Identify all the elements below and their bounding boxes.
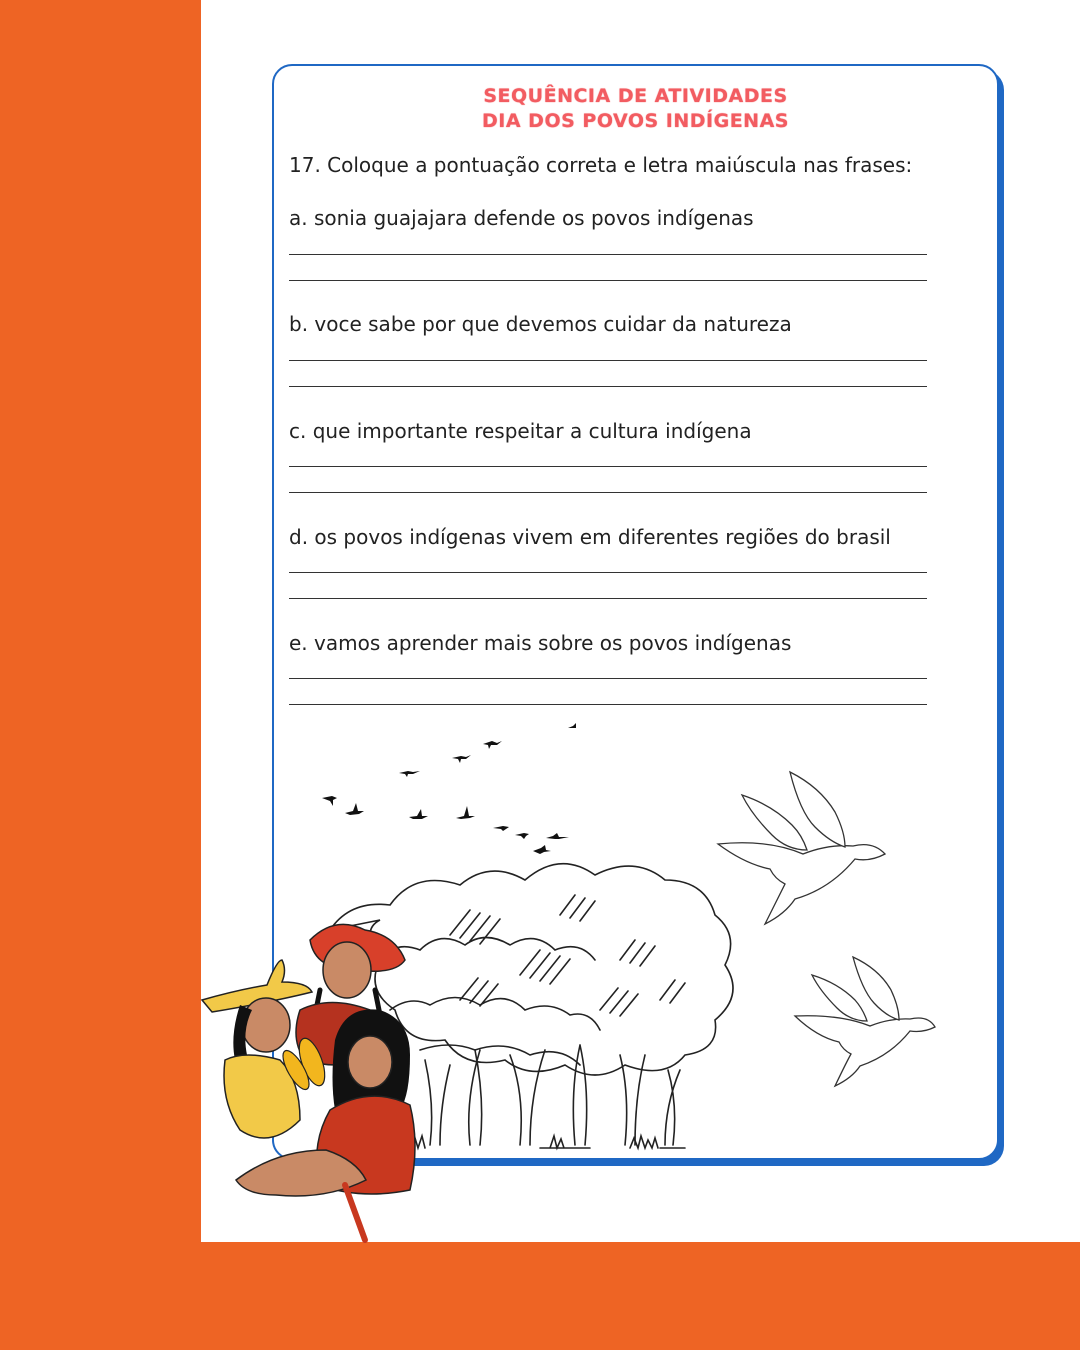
exercise-item-c: c. que importante respeitar a cultura indígena: [289, 419, 752, 443]
indigenous-people-illustration: [202, 924, 415, 1240]
exercise-item-e: e. vamos aprender mais sobre os povos indígenas: [289, 631, 792, 655]
swallow-icon: [795, 957, 935, 1086]
title-line-2: DIA DOS POVOS INDÍGENAS: [482, 110, 789, 132]
exercise-item-b: b. voce sabe por que devemos cuidar da natureza: [289, 312, 792, 336]
exercise-item-a: a. sonia guajajara defende os povos indígenas: [289, 206, 754, 230]
exercise-item-d: d. os povos indígenas vivem em diferentes regiões do brasil: [289, 525, 891, 549]
title-line-1: SEQUÊNCIA DE ATIVIDADES: [483, 85, 788, 107]
swallow-icon: [718, 772, 885, 924]
birds-flock-icon: [322, 723, 576, 854]
exercise-instruction: 17. Coloque a pontuação correta e letra maiúscula nas frases:: [289, 153, 913, 177]
